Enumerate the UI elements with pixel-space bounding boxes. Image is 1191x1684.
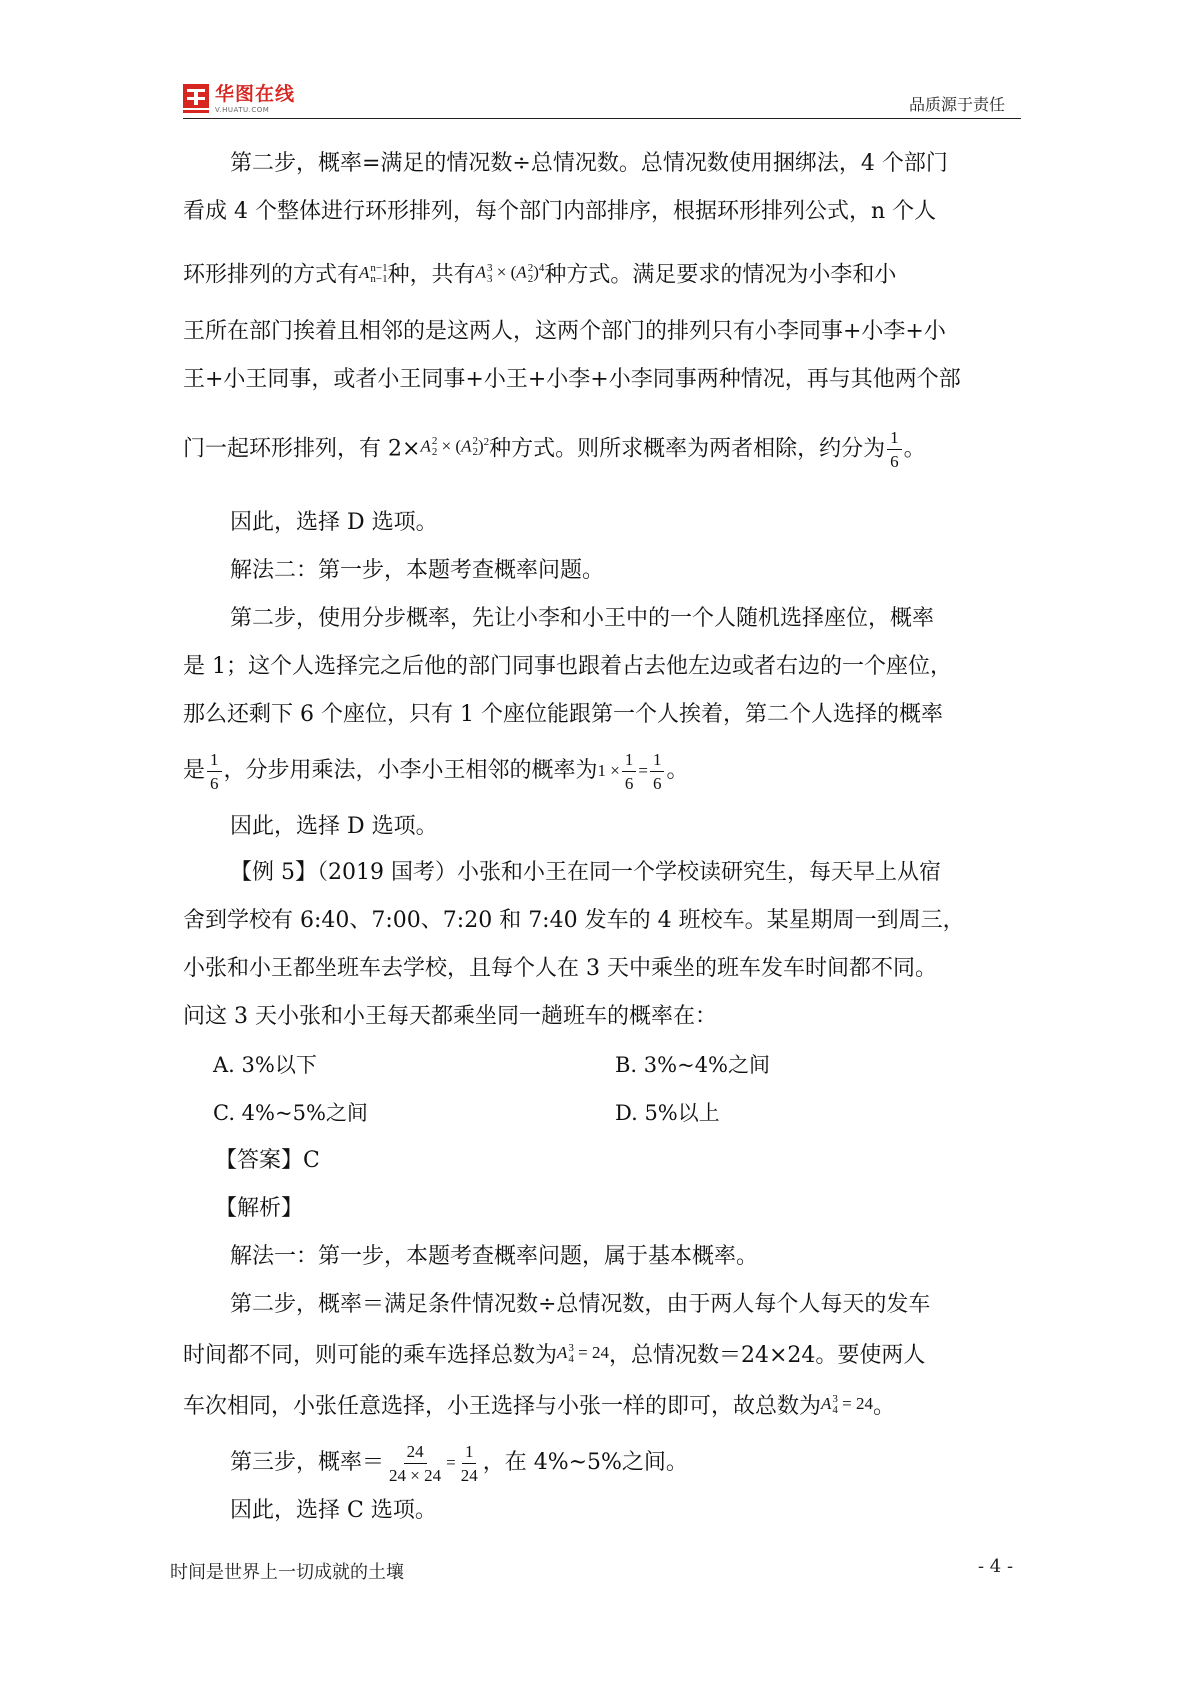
option-d: D. 5%以上	[615, 1101, 720, 1126]
example-question-line: 【例 5】（2019 国考）小张和小王在同一个学校读研究生，每天早上从宿	[230, 860, 941, 886]
main-content	[183, 140, 1023, 1535]
formula-total-arrangements: A 3 3 × (A 2 2 )$^4$	[475, 261, 545, 285]
page-number: - 4 -	[978, 1556, 1014, 1577]
options-row	[183, 1089, 1023, 1137]
huatu-logo	[183, 82, 295, 116]
fraction-one-sixth: $\frac{1}{6}$	[650, 751, 665, 792]
fraction-one-sixth: $\frac{1}{6}$	[887, 429, 902, 470]
paragraph-line: 那么还剩下 6 个座位，只有 1 个座位能跟第一个人挨着，第二个人选择的概率	[183, 702, 943, 728]
paragraph-line: 第三步，概率＝ $\frac{24}{24 \times 24}$ = $\frac{1}{24}$ ，在 4%~5%之间。	[230, 1441, 688, 1485]
paragraph-line: 第二步，概率=满足的情况数÷总情况数。总情况数使用捆绑法，4 个部门	[230, 151, 948, 176]
paragraph-line: 看成 4 个整体进行环形排列，每个部门内部排序，根据环形排列公式，n 个人	[183, 199, 937, 224]
fraction-one-sixth: $\frac{1}{6}$	[207, 751, 222, 792]
option-a: A. 3%以下	[213, 1053, 317, 1078]
formula-step-probability: 1 ×	[597, 761, 620, 781]
example-question-line: 小张和小王都坐班车去学校，且每个人在 3 天中乘坐的班车发车时间都不同。	[183, 956, 937, 982]
example-question-line: 问这 3 天小张和小王每天都乘坐同一趟班车的概率在：	[183, 1004, 717, 1030]
option-c: C. 4%~5%之间	[213, 1101, 368, 1126]
example-question-line: 舍到学校有 6:40、7:00、7:20 和 7:40 发车的 4 班校车。某星期周一到周三，	[183, 908, 965, 934]
huatu-logo-icon	[183, 84, 209, 114]
analysis-label: 【解析】	[215, 1196, 304, 1222]
paragraph-line: 是 $\frac{1}{6}$ ，分步用乘法，小李小王相邻的概率为1 × $\frac{1}{6}$ = $\frac{1}{6}$ 。	[183, 739, 1023, 803]
formula-total-choices: A 3 4 = 24	[557, 1342, 609, 1366]
solution-heading: 解法一：第一步，本题考查概率问题，属于基本概率。	[230, 1244, 759, 1270]
paragraph-line: 王所在部门挨着且相邻的是这两人，这两个部门的排列只有小李同事+小李+小	[183, 318, 946, 344]
fraction-one-24th: $\frac{1}{24}$	[460, 1441, 478, 1485]
paragraph-line: 时间都不同，则可能的乘车选择总数为A 3 4 = 24，总情况数＝24×24。要使两人	[183, 1329, 1023, 1380]
formula-circular-arrangement: A n−1 n−1	[359, 261, 388, 285]
paragraph-line: 王+小王同事，或者小王同事+小王+小李+小李同事两种情况，再与其他两个部	[183, 366, 961, 392]
options-row	[183, 1041, 1023, 1089]
conclusion-line: 因此，选择 C 选项。	[230, 1498, 437, 1524]
logo-name: 华图在线	[215, 82, 296, 105]
formula-favorable-choices: A 3 4 = 24	[821, 1393, 873, 1417]
solution-heading: 解法二：第一步，本题考查概率问题。	[230, 558, 605, 584]
paragraph-line: 门一起环形排列，有 2×A 2 2 × (A 2 2 )$^2$种方式。则所求概率为两者相除，约分为 $\frac{1}{6}$ 。	[183, 410, 1023, 482]
formula-favorable-arrangements: A 2 2 × (A 2 2 )$^2$	[420, 435, 490, 459]
logo-url: V.HUATU.COM	[215, 105, 270, 114]
paragraph-line: 是 1；这个人选择完之后他的部门同事也跟着占去他左边或者右边的一个座位，	[183, 654, 952, 680]
page-header	[183, 82, 1021, 119]
footer-motto: 时间是世界上一切成就的土壤	[170, 1562, 404, 1583]
paragraph-line: 第二步，概率＝满足条件情况数÷总情况数，由于两人每个人每天的发车	[230, 1292, 931, 1318]
conclusion-line: 因此，选择 D 选项。	[230, 510, 438, 536]
answer-label: 【答案】C	[215, 1148, 320, 1174]
fraction-24-over-576: $\frac{24}{24 \times 24}$	[389, 1441, 442, 1485]
fraction-one-sixth: $\frac{1}{6}$	[622, 751, 637, 792]
conclusion-line: 因此，选择 D 选项。	[230, 814, 438, 840]
paragraph-line: 环形排列的方式有A n−1 n−1 种，共有A 3 3 × (A 2 2 )$^4$种方式。满足要求的情况为小李和小	[183, 236, 1023, 308]
paragraph-line: 车次相同，小张任意选择，小王选择与小张一样的即可，故总数为A 3 4 = 24。	[183, 1380, 1023, 1431]
paragraph-line: 第二步，使用分步概率，先让小李和小王中的一个人随机选择座位，概率	[230, 606, 935, 632]
header-slogan: 品质源于责任	[908, 95, 1005, 114]
option-b: B. 3%~4%之间	[615, 1053, 771, 1078]
